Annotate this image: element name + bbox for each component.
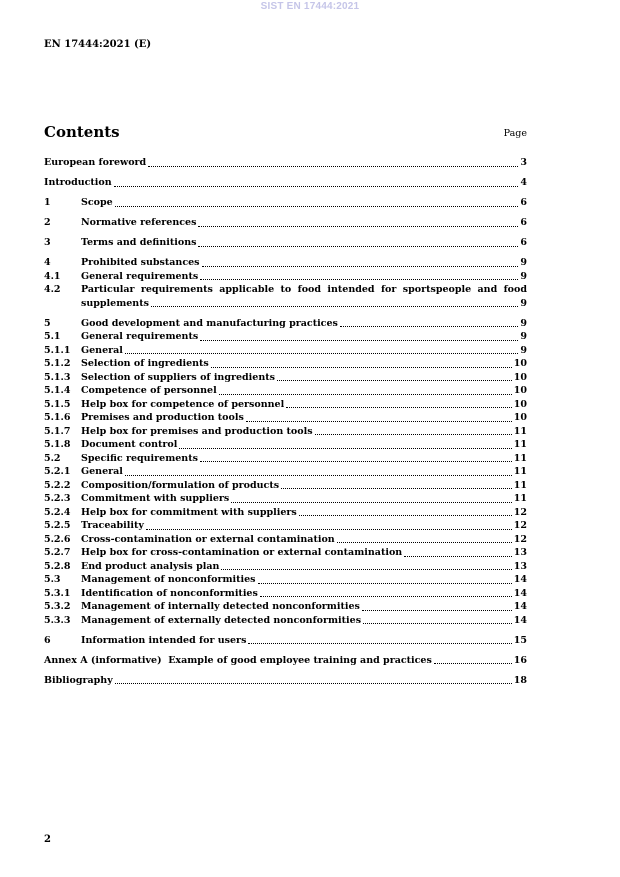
toc-entry-page: 12 [513,520,527,531]
toc-entry-number: 5.1.1 [44,344,71,356]
toc-entry-page: 13 [513,560,527,572]
toc-entry-5-2[interactable] [44,452,527,466]
toc-entry-number: 5.1.7 [44,425,71,437]
toc-entry-3[interactable] [44,236,527,250]
toc-entry-number: 5.1.6 [44,412,71,423]
toc-entry-number: 2 [44,217,51,228]
toc-entry-title: Help box for premises and production tools [81,425,313,437]
toc-entry-title: Traceability [81,520,144,531]
leader-dots [434,663,512,664]
toc-entry-title: Annex A (informative) Example of good employee training and practices [44,654,432,666]
toc-entry-page: 18 [513,674,527,686]
toc-entry-page: 14 [513,587,527,599]
toc-entry-5-2-3[interactable] [44,492,527,506]
toc-entry-title: Premises and production tools [81,412,244,423]
toc-entry-5-2-6[interactable] [44,533,527,547]
toc-entry-title: General requirements [81,331,199,342]
leader-dots [340,326,519,327]
leader-dots [260,596,512,597]
toc-entry-title: Prohibited substances [81,257,200,268]
toc-entry-title: Specific requirements [81,452,198,464]
leader-dots [198,246,518,247]
leader-dots [246,421,512,422]
toc-entry-5-3[interactable] [44,573,527,587]
leader-dots [299,515,512,516]
toc-entry-5-2-1[interactable] [44,465,527,479]
toc-entry-number: 5.2.1 [44,466,71,477]
toc-entry-number: 5.2.3 [44,493,71,504]
toc-entry-number: 4.1 [44,270,61,282]
toc-entry-number: 1 [44,197,51,208]
toc-entry-page: 4 [520,177,527,188]
toc-entry-title: Terms and definitions [81,237,197,248]
leader-dots [277,380,512,381]
leader-dots [362,610,512,611]
toc-entry-5[interactable] [44,317,527,331]
toc-entry-page: 15 [513,634,527,646]
toc-entry-number: 5.3.1 [44,587,71,599]
leader-dots [231,502,512,503]
toc-entry-page: 14 [513,574,527,585]
toc-entry-page: 10 [513,371,527,383]
toc-entry-5-1-2[interactable] [44,357,527,371]
toc-entry-number: 5.1.2 [44,358,71,369]
toc-entry-page: 10 [513,412,527,423]
toc-entry-title: Scope [81,197,113,208]
leader-dots [363,623,512,624]
toc-entry-page: 3 [520,157,527,168]
toc-entry-title: Management of externally detected nonconformities [81,614,362,626]
toc-entry-title: Good development and manufacturing practices [81,317,338,329]
toc-entry-number: 5.3 [44,574,61,585]
toc-entry-bibliography[interactable] [44,674,527,688]
toc-entry-number: 5.2.6 [44,533,71,545]
toc-entry-title: General [81,466,123,477]
table-of-contents [44,156,527,687]
toc-entry-5-1-4[interactable] [44,384,527,398]
toc-entry-number: 5.2.4 [44,506,71,518]
toc-entry-european-foreword[interactable] [44,156,527,170]
leader-dots [337,542,512,543]
toc-entry-5-3-1[interactable] [44,587,527,601]
toc-entry-page: 12 [513,506,527,518]
toc-entry-page: 6 [520,197,527,208]
toc-entry-page: 10 [513,398,527,410]
leader-dots [114,186,519,187]
toc-entry-number: 5.1 [44,331,61,342]
toc-entry-page: 6 [520,237,527,248]
toc-entry-number: 6 [44,634,51,646]
toc-entry-number: 5.2.8 [44,560,71,572]
toc-entry-1[interactable] [44,196,527,210]
toc-entry-5-2-5[interactable] [44,519,527,533]
toc-entry-number: 4.2 [44,284,61,295]
toc-entry-page: 10 [513,358,527,369]
toc-entry-title: Identification of nonconformities [81,587,258,599]
toc-entry-5-1[interactable] [44,330,527,344]
toc-entry-title: Help box for cross-contamination or external contamination [81,547,403,558]
toc-entry-page: 6 [520,217,527,228]
toc-entry-4-2[interactable] [44,283,527,310]
toc-entry-title-line1: Particular requirements applicable to food intended for sportspeople and food [81,284,527,295]
leader-dots [146,529,512,530]
toc-entry-number: 5.2.2 [44,479,71,491]
toc-entry-title: Normative references [81,217,197,228]
toc-entry-number: 5.2 [44,452,61,464]
watermark: SIST EN 17444:2021 [260,1,360,12]
toc-entry-page: 9 [520,270,527,282]
leader-dots [198,226,518,227]
toc-entry-title: Management of internally detected nonconformities [81,601,360,612]
toc-entry-title: Management of nonconformities [81,574,256,585]
leader-dots [286,407,512,408]
leader-dots [115,683,512,684]
toc-entry-page: 11 [513,479,527,491]
leader-dots [404,556,512,557]
toc-entry-page: 14 [513,601,527,612]
toc-entry-page: 16 [513,654,527,666]
toc-entry-title: Composition/formulation of products [81,479,280,491]
toc-entry-5-2-8[interactable] [44,560,527,574]
toc-entry-5-1-6[interactable] [44,411,527,425]
leader-dots [148,166,518,167]
toc-entry-title: General [81,344,123,356]
toc-entry-6[interactable] [44,634,527,648]
toc-entry-page: 9 [520,317,527,329]
toc-entry-title: Bibliography [44,674,113,686]
toc-entry-title: Information intended for users [81,634,247,646]
toc-entry-title: Introduction [44,177,112,188]
toc-entry-title: European foreword [44,157,147,168]
toc-entry-page: 11 [513,493,527,504]
toc-entry-page: 9 [520,297,527,309]
toc-entry-5-3-3[interactable] [44,614,527,628]
toc-entry-title: Help box for competence of personnel [81,398,285,410]
leader-dots [125,475,512,476]
toc-entry-title: Selection of suppliers of ingredients [81,371,275,383]
toc-entry-number: 5.2.5 [44,520,71,531]
toc-entry-number: 5.1.4 [44,385,71,396]
toc-entry-title: General requirements [81,270,199,282]
toc-entry-page: 9 [520,331,527,342]
toc-entry-page: 11 [513,439,527,450]
toc-entry-title: Cross-contamination or external contamination [81,533,335,545]
toc-entry-title-line2: supplements [81,297,149,309]
toc-entry-5-1-1[interactable] [44,344,527,358]
leader-dots [200,279,518,280]
toc-entry-number: 4 [44,257,51,268]
leader-dots [179,448,511,449]
leader-dots [315,434,512,435]
toc-entry-page: 12 [513,533,527,545]
toc-entry-title: Help box for commitment with suppliers [81,506,297,518]
toc-entry-title: End product analysis plan [81,560,220,572]
leader-dots [211,367,512,368]
toc-entry-5-2-2[interactable] [44,479,527,493]
toc-entry-5-2-7[interactable] [44,546,527,560]
toc-entry-5-1-5[interactable] [44,398,527,412]
contents-title: Contents [44,123,120,141]
toc-entry-annex-a[interactable] [44,654,527,668]
toc-entry-page: 11 [513,452,527,464]
toc-entry-5-3-2[interactable] [44,600,527,614]
toc-entry-number: 5.3.3 [44,614,71,626]
toc-entry-5-1-8[interactable] [44,438,527,452]
toc-entry-number: 3 [44,237,51,248]
toc-entry-number: 5.3.2 [44,601,71,612]
page-number: 2 [44,834,51,845]
toc-entry-title: Document control [81,439,178,450]
toc-entry-number: 5.1.5 [44,398,71,410]
toc-entry-page: 11 [513,466,527,477]
toc-entry-number: 5.1.3 [44,371,71,383]
leader-dots [221,569,511,570]
leader-dots [202,266,519,267]
toc-entry-introduction[interactable] [44,176,527,190]
leader-dots [200,340,518,341]
toc-entry-4[interactable] [44,256,527,270]
toc-entry-page: 11 [513,425,527,437]
document-id: EN 17444:2021 (E) [44,39,152,50]
toc-entry-page: 13 [513,547,527,558]
toc-entry-number: 5.1.8 [44,439,71,450]
leader-dots [200,461,512,462]
toc-entry-5-1-3[interactable] [44,371,527,385]
toc-entry-number: 5.2.7 [44,547,71,558]
leader-dots [151,306,518,307]
toc-entry-title: Competence of personnel [81,385,217,396]
leader-dots [115,206,519,207]
toc-entry-5-2-4[interactable] [44,506,527,520]
page-column-label: Page [503,128,527,139]
toc-entry-5-1-7[interactable] [44,425,527,439]
toc-entry-page: 14 [513,614,527,626]
toc-entry-number: 5 [44,317,51,329]
toc-entry-page: 9 [520,344,527,356]
toc-entry-4-1[interactable] [44,270,527,284]
leader-dots [125,353,518,354]
leader-dots [219,394,512,395]
toc-entry-2[interactable] [44,216,527,230]
toc-entry-page: 9 [520,257,527,268]
toc-entry-title: Commitment with suppliers [81,493,230,504]
leader-dots [248,643,511,644]
toc-entry-title: Selection of ingredients [81,358,209,369]
leader-dots [258,583,512,584]
leader-dots [281,488,512,489]
toc-entry-page: 10 [513,385,527,396]
